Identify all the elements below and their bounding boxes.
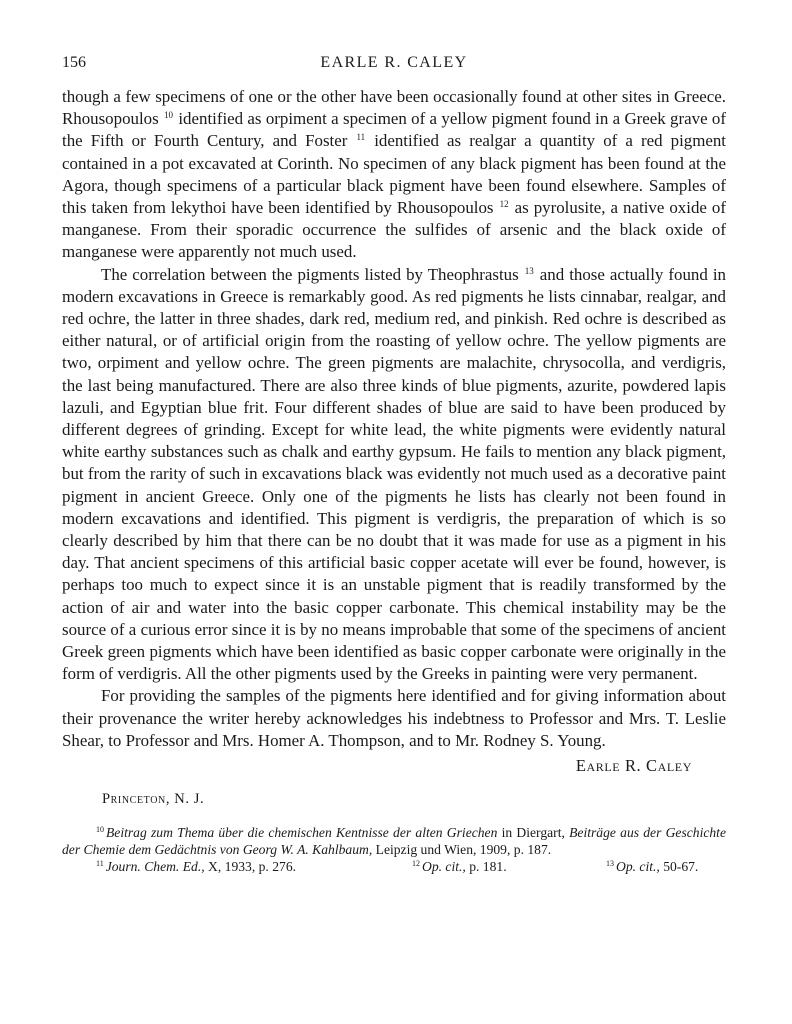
p1-text-3: identified as realgar a quantity of a red pigment contained in a pot excavated at Corinth. No specimen of any black pigment has been found at the Agora, though specimens of a particular black pigment have been found elsewhere. Samples of this taken from lekythoi have been identified by Rhousopoulos	[62, 131, 726, 218]
p1-text-1: though a few specimens of one or the other have been occasionally found at other sites in Greece. Rhousopoulos	[62, 87, 726, 129]
p1-text-2: identified as orpiment a specimen of a yellow pigment found in a Greek grave of the Fifth or Fourth Century, and Foster	[62, 109, 726, 151]
p1-text-4: as pyrolusite, a native oxide of manganese. From their sporadic occurrence the sulfides of arsenic and the black oxide of manganese were apparently not much used.	[62, 198, 726, 262]
footnote-11-tail: X, 1933, p. 276.	[208, 859, 297, 875]
paragraph-1	[62, 86, 726, 264]
footnote-ref-13: 13	[524, 265, 534, 276]
footnote-13-number: 13	[606, 859, 614, 869]
footnote-12-number: 12	[412, 859, 420, 869]
author-location: Princeton, N. J.	[102, 791, 205, 808]
running-head: EARLE R. CALEY	[320, 54, 468, 71]
footnote-ref-12: 12	[499, 199, 509, 210]
footnote-10-number: 10	[96, 825, 104, 835]
footnote-11-number: 11	[96, 859, 104, 869]
footnote-11	[96, 858, 296, 875]
paragraph-3	[62, 685, 726, 752]
page-number: 156	[62, 54, 86, 71]
footnote-10-tail: Leipzig und Wien, 1909, p. 187.	[375, 842, 552, 858]
page-header	[62, 50, 726, 80]
footnote-ref-11: 11	[356, 132, 366, 143]
paragraph-2	[62, 264, 726, 686]
page	[62, 50, 726, 878]
footnote-10-title-1: Beitrag zum Thema über die chemischen Kentnisse der alten Griechen	[106, 825, 498, 841]
footnote-12-tail: p. 181.	[469, 859, 507, 875]
footnote-13-tail: 50-67.	[663, 859, 699, 875]
footnote-13-title: Op. cit.,	[616, 859, 660, 875]
footnote-12-title: Op. cit.,	[422, 859, 466, 875]
author-signature: Earle R. Caley	[575, 756, 692, 776]
footnote-13	[606, 858, 698, 875]
footnote-11-title: Journ. Chem. Ed.,	[105, 859, 205, 875]
footnote-12	[412, 858, 507, 875]
p2-text-1: The correlation between the pigments listed by Theophrastus	[101, 264, 519, 284]
footnote-ref-10: 10	[164, 110, 174, 121]
footnote-10	[62, 824, 726, 858]
footnotes	[62, 824, 726, 878]
p3-text-1: For providing the samples of the pigments here identified and for giving information about their provenance the writer hereby acknowledges his indebtness to Professor and Mrs. T. Leslie Shear, to Professor and Mrs. Homer A. Thompson, and to Mr. Rodney S. Young.	[62, 686, 726, 750]
article-body	[62, 86, 726, 752]
p2-text-2: and those actually found in modern excavations in Greece is remarkably good. As red pigments he lists cinnabar, realgar, and red ochre, the latter in three shades, dark red, medium red, and pinkish. Red ochre is described as either natural, or of artificial origin from the roasting of yellow ochre. The yellow pigments are two, orpiment and yellow ochre. The green pigments are malachite, chrysocolla, and verdigris, the last being manufactured. There are also three kinds of blue pigments, azurite, powdered lapis lazuli, and Egyptian blue frit. Four different shades of blue are said to have been produced by different degrees of grinding. Except for white lead, the white pigments were evidently natural white earthy substances such as chalk and earthy gypsum. He fails to mention any black pigment, but from the rarity of such in excavations black was evidently not much used as a decorative paint pigment in ancient Greece. Only one of the pigments he lists has clearly not been found in modern excavations and identified. This pigment is verdigris, the preparation of which is so clearly described by him that there can be no doubt that it was made for use as a pigment in his day. That ancient specimens of this artificial basic copper acetate will ever be found, however, is perhaps too much to expect since it is an unstable pigment that is readily transformed by the action of air and water into the basic copper carbonate. This chemical instability may be the source of a curious error since it is by no means improbable that some of the specimens of ancient Greek green pigments which have been identified as basic copper carbonate were originally in the form of verdigris. All the other pigments used by the Greeks in painting were very permanent.	[62, 264, 726, 684]
footnote-10-title-2: Beiträge aus der Geschichte der Chemie dem Gedächtnis von Georg W. A. Kahlbaum,	[62, 825, 726, 858]
footnote-row	[62, 858, 726, 878]
footnote-10-mid: in Diergart,	[501, 825, 565, 841]
